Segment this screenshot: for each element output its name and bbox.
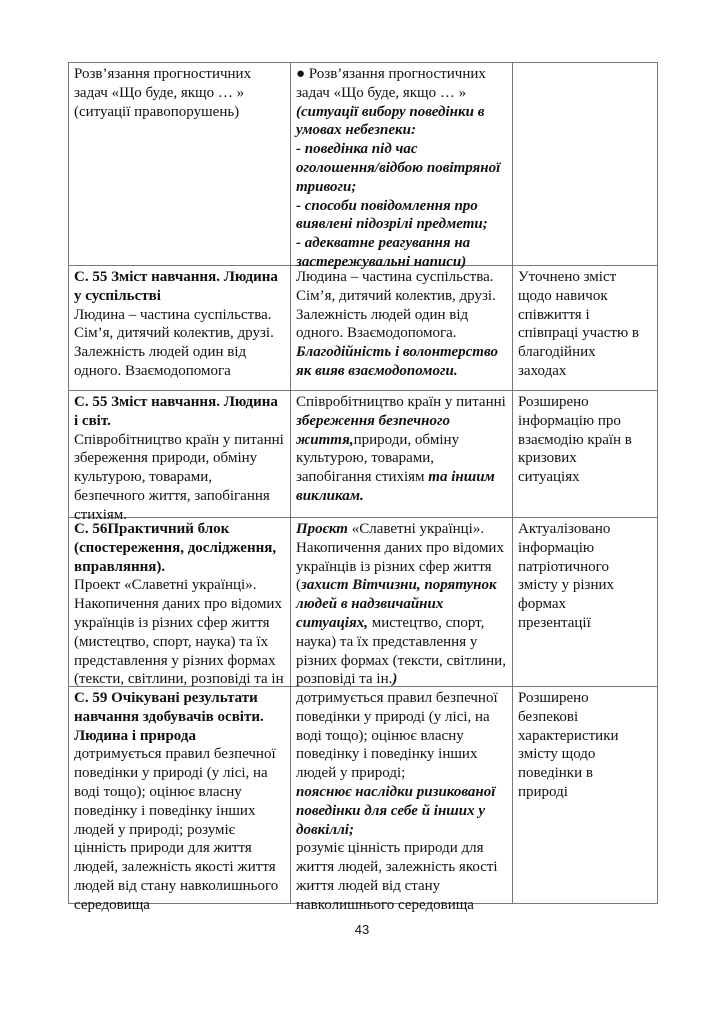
text-segment: кризових [518,450,577,467]
text-segment: Актуалізовано [518,521,611,537]
text-segment: представлення у різних формах [74,652,276,669]
text-line [296,487,508,506]
text-line [296,306,508,325]
comment-cell [513,63,658,266]
text-segment: змісту щодо [518,746,596,763]
text-line [296,539,508,558]
text-segment: життя людей, залежність якості [296,859,498,876]
text-line [74,431,286,450]
text-line [296,362,508,381]
text-line [74,343,286,362]
text-line [296,178,508,197]
text-line [74,764,286,783]
text-line [296,877,508,896]
text-segment: поведінки у природі (у лісі, на [74,765,268,782]
text-segment: воді тощо); оцінює власну [74,783,242,800]
text-line [296,84,508,103]
comment-cell [513,391,658,518]
text-segment: пояснює наслідки ризикованої [296,783,496,800]
text-segment: інформацію про [518,412,621,429]
text-line [74,783,286,802]
text-line [296,614,508,633]
text-line [518,412,653,431]
text-line [518,393,653,412]
text-segment: «Славетні українці». [347,521,485,537]
text-line [296,468,508,487]
text-line [296,234,508,253]
text-line [296,576,508,595]
text-segment: у суспільстві [74,287,161,304]
text-line [74,65,286,84]
text-line [74,633,286,652]
text-segment: ситуаціях, [296,614,368,631]
text-segment: інформацію [518,539,595,556]
text-segment: культурою, товарами, [74,469,213,486]
text-line [518,520,653,539]
text-segment: ситуаціях [518,469,580,486]
text-segment: тривоги; [296,178,357,195]
text-segment: Людина – частина суспільства. [74,306,272,323]
text-segment: Проєкт [296,521,348,537]
text-line [74,576,286,595]
text-line [74,306,286,325]
text-segment: (спостереження, дослідження, [74,539,277,556]
text-line [74,539,286,558]
text-line [74,520,286,539]
text-segment: розуміє цінність природи для [296,840,484,857]
revised-text-cell [291,518,513,687]
text-line [296,215,508,234]
text-segment: довкіллі; [296,821,354,838]
text-line [296,197,508,216]
text-segment: розповіді та ін. [296,671,393,688]
text-line [296,783,508,802]
text-line [518,727,653,746]
text-segment: захист Вітчизни, порятунок [301,577,497,594]
text-segment: ) [392,671,398,688]
text-line [518,708,653,727]
text-segment: С. 59 Очікувані результати [74,690,258,706]
text-segment: безпечного життя, запобігання [74,487,270,504]
text-segment: Людина – частина суспільства. [296,269,494,285]
text-line [74,708,286,727]
text-line [74,393,286,412]
text-line [74,896,286,915]
text-line [518,745,653,764]
text-segment: навчання здобувачів освіти. [74,708,264,725]
text-line [296,896,508,915]
text-line [74,652,286,671]
text-segment: патріотичного [518,558,609,575]
table-row [69,266,658,391]
text-segment: стихіям. [74,506,128,523]
text-segment: середовища [74,896,150,913]
text-segment: викликам. [296,487,364,504]
text-line [518,576,653,595]
text-segment: змісту у різних [518,577,615,594]
original-text-cell [69,391,291,523]
text-line [296,103,508,122]
text-segment: презентації [518,614,591,631]
text-segment: застережувальні написи) [296,253,467,270]
text-line [518,764,653,783]
text-line [296,802,508,821]
text-line [74,745,286,764]
text-segment: заходах [518,362,567,379]
text-line [296,558,508,577]
text-segment: Залежність людей один від [74,344,247,361]
text-line [296,633,508,652]
original-text-cell [69,687,291,913]
text-segment: дотримується правил безпечної [74,746,276,763]
text-line [74,324,286,343]
text-line [74,412,286,431]
text-segment: Розв’язання прогностичних [74,66,252,82]
text-segment: поведінку і поведінку інших [296,746,478,763]
text-segment: життя людей від стану [296,877,441,894]
text-segment: різних формах (тексти, світлини, [296,652,506,669]
text-segment: співпраці участю в [518,325,640,342]
text-segment: С. 55 Зміст навчання. Людина [74,394,278,410]
table-row [69,63,658,266]
text-segment: мистецтво, спорт, [367,614,485,631]
text-segment: С. 55 Зміст навчання. Людина [74,269,278,285]
text-line [74,362,286,381]
text-line [296,821,508,840]
text-segment: ● Розв’язання прогностичних [296,66,486,82]
text-line [74,839,286,858]
page-number: 43 [354,922,370,937]
text-segment: співжиття і [518,306,590,323]
text-segment: (ситуації правопорушень) [74,103,240,120]
text-segment: С. 56Практичний блок [74,521,230,537]
text-line [74,268,286,287]
text-line [296,268,508,287]
text-segment: взаємодію країн в [518,431,632,448]
text-segment: людей в надзвичайних [296,596,444,613]
text-segment: Сім’я, дитячий колектив, друзі. [74,325,274,342]
revised-text-cell [291,63,513,270]
text-line [296,449,508,468]
text-line [296,324,508,343]
text-line [518,362,653,381]
text-line [296,412,508,431]
revised-text-cell [291,391,513,518]
text-line [296,858,508,877]
text-segment: людей, залежність якості життя [74,859,276,876]
text-segment: українців із різних сфер життя [296,558,492,575]
text-segment: і світ. [74,412,111,429]
text-line [74,670,286,689]
table-row [69,391,658,518]
text-line [74,558,286,577]
text-line [296,140,508,159]
text-line [74,802,286,821]
text-line [74,103,286,122]
text-segment: Проект «Славетні українці». [74,577,257,594]
text-segment: (ситуації вибору поведінки в [296,103,485,120]
table-row [69,687,658,904]
text-segment: одного. Взаємодопомога [74,362,231,379]
text-segment: Співробітництво країн у питанні [296,394,506,410]
text-line [296,708,508,727]
text-segment: (мистецтво, спорт, наука) та їх [74,633,269,650]
text-line [74,595,286,614]
text-line [296,520,508,539]
text-segment: природи, обміну [353,431,460,448]
text-segment: - способи повідомлення про [296,197,478,214]
text-line [518,558,653,577]
text-line [518,689,653,708]
text-segment: цінність природи для життя [74,840,252,857]
text-line [518,614,653,633]
text-line [296,431,508,450]
text-line [296,159,508,178]
text-line [518,287,653,306]
text-segment: запобігання стихіям [296,469,429,486]
text-segment: Людина і природа [74,727,196,744]
text-segment: людей у природі; [296,765,406,782]
text-segment: одного. Взаємодопомога. [296,325,457,342]
text-segment: - адекватне реагування на [296,235,471,252]
comment-cell [513,266,658,391]
text-segment: формах [518,596,567,613]
text-line [74,821,286,840]
text-segment: поведінки у природі (у лісі, на [296,708,490,725]
curriculum-comparison-table [68,62,658,913]
text-segment: (тексти, світлини, розповіді та ін [74,671,284,688]
text-line [74,487,286,506]
text-segment: поведінку і поведінку інших [74,802,256,819]
text-segment: задач «Що буде, якщо … » [296,84,467,101]
text-line [518,343,653,362]
text-segment: - поведінка під час [296,141,418,158]
text-line [518,539,653,558]
text-line [74,877,286,896]
text-line [74,858,286,877]
comment-cell [513,687,658,904]
text-line [296,393,508,412]
text-segment: оголошення/відбою повітряної [296,159,501,176]
text-line [296,839,508,858]
text-segment: Уточнено зміст [518,269,617,285]
text-segment: характеристики [518,727,619,744]
text-segment: Сім’я, дитячий колектив, друзі. [296,287,496,304]
text-segment: благодійних [518,344,596,361]
text-line [518,306,653,325]
text-segment: Розширено [518,394,589,410]
text-segment: Залежність людей один від [296,306,469,323]
text-line [296,595,508,614]
text-segment: задач «Що буде, якщо … » [74,84,245,101]
text-segment: дотримується правил безпечної [296,690,498,706]
text-segment: та іншим [428,469,495,486]
text-line [74,689,286,708]
text-segment: людей від стану навколишнього [74,877,279,894]
text-line [296,727,508,746]
text-line [518,468,653,487]
text-segment: Благодійність і волонтерство [296,344,498,361]
text-segment: Розширено [518,690,589,706]
text-segment: щодо навичок [518,287,608,304]
comment-cell [513,518,658,687]
text-segment: вправляння). [74,558,166,575]
text-segment: умовах небезпеки: [296,122,416,139]
text-line [74,614,286,633]
revised-text-cell [291,687,513,913]
text-line [74,287,286,306]
text-segment: природі [518,783,568,800]
text-segment: збереження природи, обміну [74,450,258,467]
text-segment: безпекові [518,708,579,725]
original-text-cell [69,63,291,266]
text-segment: поведінки в [518,765,593,782]
text-segment: Накопичення даних про відомих [296,539,504,556]
text-line [518,431,653,450]
text-line [296,764,508,783]
text-segment: Співробітництво країн у питанні [74,431,284,448]
text-segment: життя, [296,431,354,448]
text-line [296,65,508,84]
text-segment: наука) та їх представлення у [296,633,478,650]
text-line [296,121,508,140]
original-text-cell [69,266,291,391]
text-segment: українців із різних сфер життя [74,614,270,631]
text-line [74,84,286,103]
text-segment: людей у природі; розуміє [74,821,236,838]
text-line [518,268,653,287]
text-line [296,343,508,362]
text-segment: ( [296,577,301,594]
text-segment: збереження безпечного [296,412,450,429]
text-line [74,468,286,487]
text-segment: як вияв взаємодопомоги. [296,362,458,379]
text-segment: культурою, товарами, [296,450,435,467]
revised-text-cell [291,266,513,391]
text-line [518,324,653,343]
text-line [518,595,653,614]
text-line [74,727,286,746]
text-segment: навколишнього середовища [296,896,474,913]
text-line [74,449,286,468]
text-segment: поведінки для себе й інших у [296,802,486,819]
text-line [296,652,508,671]
text-segment: воді тощо); оцінює власну [296,727,464,744]
text-line [296,287,508,306]
text-segment: Накопичення даних про відомих [74,596,282,613]
text-line [518,449,653,468]
original-text-cell [69,518,291,687]
table-row [69,518,658,687]
text-line [296,689,508,708]
text-line [518,783,653,802]
text-segment: виявлені підозрілі предмети; [296,216,488,233]
text-line [296,745,508,764]
